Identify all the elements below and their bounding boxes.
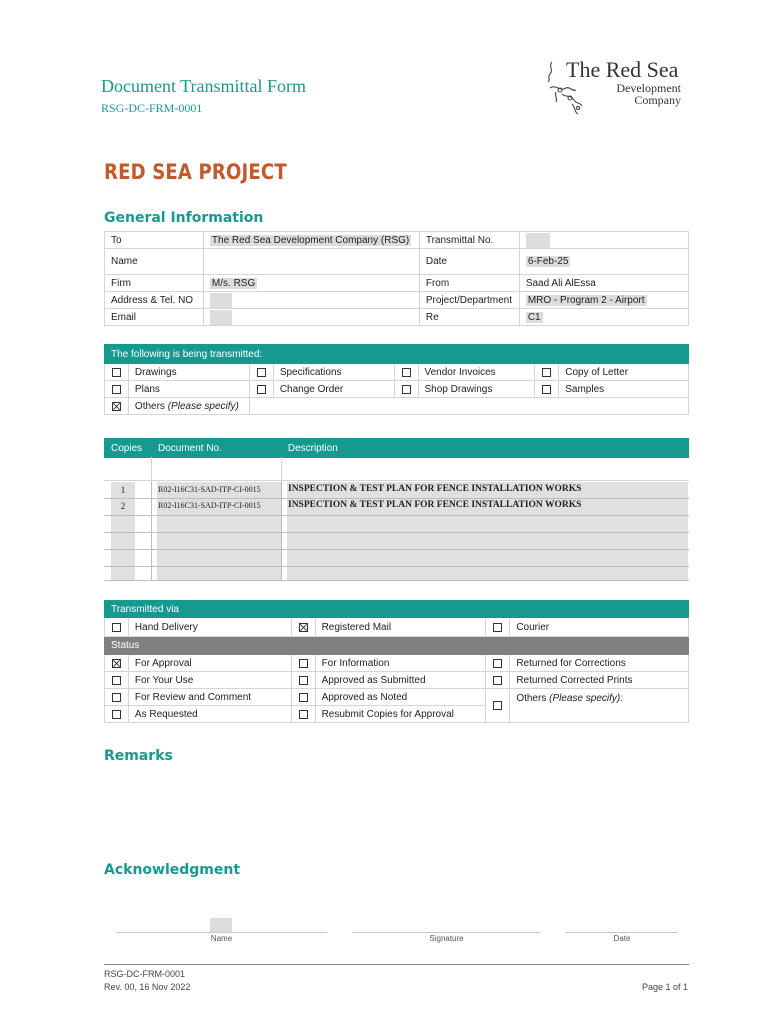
- date-field[interactable]: 6-Feb-25: [519, 249, 688, 275]
- plans-checkbox[interactable]: [105, 381, 129, 398]
- copies-cell: 1: [120, 485, 126, 495]
- returned-corrected-prints-checkbox[interactable]: [486, 672, 510, 689]
- description-cell: INSPECTION & TEST PLAN FOR FENCE INSTALLATION WORKS: [288, 484, 582, 494]
- table-header-row: [105, 601, 689, 618]
- others-checkbox[interactable]: [105, 398, 129, 415]
- table-row: [105, 618, 689, 637]
- footer-divider: [104, 964, 689, 965]
- transmittal-no-field[interactable]: [519, 232, 688, 249]
- logo-line1: The Red Sea: [566, 57, 679, 82]
- name-line: [116, 932, 327, 933]
- checkbox-label: Approved as Submitted: [315, 672, 486, 689]
- field-label: Name: [105, 249, 204, 275]
- table-row: [105, 309, 689, 326]
- signature-input[interactable]: [352, 900, 541, 932]
- firm-field[interactable]: M/s. RSG: [203, 275, 419, 292]
- checked-checkbox-icon: [112, 659, 121, 668]
- checkbox-label: Samples: [559, 381, 689, 398]
- checkbox-label: As Requested: [128, 706, 291, 723]
- checkbox-icon: [299, 693, 308, 702]
- email-field[interactable]: [203, 309, 419, 326]
- checkbox-icon: [112, 368, 121, 377]
- checkbox-label: Resubmit Copies for Approval: [315, 706, 486, 723]
- checkbox-icon: [402, 368, 411, 377]
- returned-for-corrections-checkbox[interactable]: [486, 655, 510, 672]
- name-label: Name: [210, 934, 233, 943]
- description-cell: INSPECTION & TEST PLAN FOR FENCE INSTALLATION WORKS: [288, 500, 582, 510]
- table-row: [105, 232, 689, 249]
- for-information-checkbox[interactable]: [291, 655, 315, 672]
- checkbox-label: For Information: [315, 655, 486, 672]
- table-row: [105, 689, 689, 706]
- checkbox-icon: [112, 710, 121, 719]
- transmitted-items-table: [104, 344, 689, 415]
- status-others-label: Others (Please specify):: [510, 689, 689, 723]
- date-label: Date: [613, 934, 631, 943]
- shop-drawings-checkbox[interactable]: [394, 381, 418, 398]
- transmitted-via-table: [104, 600, 689, 723]
- form-title: Document Transmittal Form: [101, 76, 307, 96]
- footer-code: RSG-DC-FRM-0001: [104, 969, 186, 979]
- general-info-title: General Information: [104, 210, 264, 226]
- for-your-use-checkbox[interactable]: [105, 672, 129, 689]
- checkbox-label: Drawings: [128, 364, 249, 381]
- description-header: Description: [281, 439, 688, 458]
- checkbox-icon: [493, 676, 502, 685]
- field-label: From: [419, 275, 519, 292]
- name-input[interactable]: [210, 918, 232, 932]
- checkbox-icon: [299, 659, 308, 668]
- status-header: Status: [105, 637, 689, 655]
- date-input[interactable]: [566, 900, 678, 932]
- checkbox-icon: [257, 368, 266, 377]
- checkbox-icon: [112, 385, 121, 394]
- acknowledgment-title: Acknowledgment: [104, 862, 241, 878]
- as-requested-checkbox[interactable]: [105, 706, 129, 723]
- approved-as-noted-checkbox[interactable]: [291, 689, 315, 706]
- table-row: [105, 398, 689, 415]
- checkbox-label: Returned Corrected Prints: [510, 672, 689, 689]
- checkbox-label: Copy of Letter: [559, 364, 689, 381]
- checkbox-icon: [112, 623, 121, 632]
- checkbox-icon: [402, 385, 411, 394]
- transmitted-items-header: The following is being transmitted:: [105, 345, 689, 364]
- project-title: RED SEA PROJECT: [104, 160, 287, 184]
- checkbox-icon: [112, 693, 121, 702]
- checkbox-label: Shop Drawings: [418, 381, 535, 398]
- table-row: [105, 672, 689, 689]
- logo-line2: Development: [616, 81, 681, 95]
- others-specify-field[interactable]: [249, 398, 688, 415]
- checkbox-label: Hand Delivery: [128, 618, 291, 637]
- documents-table: [104, 438, 689, 458]
- field-label: Address & Tel. NO: [105, 292, 204, 309]
- field-label: To: [105, 232, 204, 249]
- address-field[interactable]: [203, 292, 419, 309]
- checkbox-label: Courier: [510, 618, 689, 637]
- date-line: [566, 932, 678, 933]
- checkbox-label: Plans: [128, 381, 249, 398]
- general-info-table: [104, 231, 689, 326]
- field-label: Re: [419, 309, 519, 326]
- document-no-header: Document No.: [151, 439, 281, 458]
- checkbox-icon: [493, 623, 502, 632]
- checkbox-icon: [493, 659, 502, 668]
- checkbox-icon: [299, 676, 308, 685]
- checkbox-label: Returned for Corrections: [510, 655, 689, 672]
- status-others-checkbox[interactable]: [486, 689, 510, 723]
- form-code: RSG-DC-FRM-0001: [101, 101, 203, 115]
- checkbox-icon: [493, 701, 502, 710]
- table-row: [104, 499, 689, 514]
- transmitted-via-header: Transmitted via: [105, 601, 689, 618]
- checkbox-label: For Your Use: [128, 672, 291, 689]
- change-order-checkbox[interactable]: [249, 381, 273, 398]
- checked-checkbox-icon: [299, 623, 308, 632]
- approved-as-submitted-checkbox[interactable]: [291, 672, 315, 689]
- logo-line3: Company: [634, 93, 681, 107]
- checkbox-label: Approved as Noted: [315, 689, 486, 706]
- document-no-cell: R02-I16C31-SAD-ITP-CI-0015: [158, 485, 261, 494]
- name-field[interactable]: [203, 249, 419, 275]
- checkbox-label: For Approval: [128, 655, 291, 672]
- for-review-checkbox[interactable]: [105, 689, 129, 706]
- checkbox-label: Specifications: [273, 364, 394, 381]
- field-label: Project/Department: [419, 292, 519, 309]
- others-label: Others (Please specify): [128, 398, 249, 415]
- remarks-title: Remarks: [104, 748, 173, 764]
- vendor-invoices-checkbox[interactable]: [394, 364, 418, 381]
- checked-checkbox-icon: [112, 402, 121, 411]
- table-header-row: [105, 439, 689, 458]
- checkbox-label: Registered Mail: [315, 618, 486, 637]
- table-header-row: [105, 345, 689, 364]
- checkbox-icon: [299, 710, 308, 719]
- checkbox-icon: [542, 385, 551, 394]
- footer-revision: Rev. 00, 16 Nov 2022: [104, 982, 191, 992]
- copies-header: Copies: [105, 439, 152, 458]
- courier-checkbox[interactable]: [486, 618, 510, 637]
- checkbox-label: Vendor Invoices: [418, 364, 535, 381]
- for-approval-checkbox[interactable]: [105, 655, 129, 672]
- table-row: [105, 249, 689, 275]
- checkbox-label: For Review and Comment: [128, 689, 291, 706]
- from-field[interactable]: Saad Ali AlEssa: [519, 275, 688, 292]
- table-header-row: [105, 637, 689, 655]
- table-row: [105, 292, 689, 309]
- registered-mail-checkbox[interactable]: [291, 618, 315, 637]
- hand-delivery-checkbox[interactable]: [105, 618, 129, 637]
- checkbox-icon: [542, 368, 551, 377]
- re-field[interactable]: C1: [519, 309, 688, 326]
- specifications-checkbox[interactable]: [249, 364, 273, 381]
- to-field[interactable]: The Red Sea Development Company (RSG): [203, 232, 419, 249]
- copy-of-letter-checkbox[interactable]: [535, 364, 559, 381]
- table-row: [104, 483, 689, 498]
- table-row: [105, 275, 689, 292]
- page-number: Page 1 of 1: [641, 982, 688, 992]
- field-label: Transmittal No.: [419, 232, 519, 249]
- field-label: Firm: [105, 275, 204, 292]
- project-department-field[interactable]: MRO - Program 2 - Airport: [519, 292, 688, 309]
- signature-label: Signature: [429, 934, 464, 943]
- table-row: [105, 381, 689, 398]
- table-row: [105, 655, 689, 672]
- checkbox-icon: [112, 676, 121, 685]
- field-label: Date: [419, 249, 519, 275]
- checkbox-icon: [257, 385, 266, 394]
- documents-grid: [104, 457, 689, 581]
- remarks-area[interactable]: [104, 770, 689, 850]
- samples-checkbox[interactable]: [535, 381, 559, 398]
- document-no-cell: R02-I16C31-SAD-ITP-CI-0015: [158, 501, 261, 510]
- table-row: [105, 364, 689, 381]
- resubmit-copies-checkbox[interactable]: [291, 706, 315, 723]
- signature-line: [352, 932, 541, 933]
- checkbox-label: Change Order: [273, 381, 394, 398]
- field-label: Email: [105, 309, 204, 326]
- copies-cell: 2: [120, 501, 126, 511]
- drawings-checkbox[interactable]: [105, 364, 129, 381]
- company-logo: [540, 50, 690, 120]
